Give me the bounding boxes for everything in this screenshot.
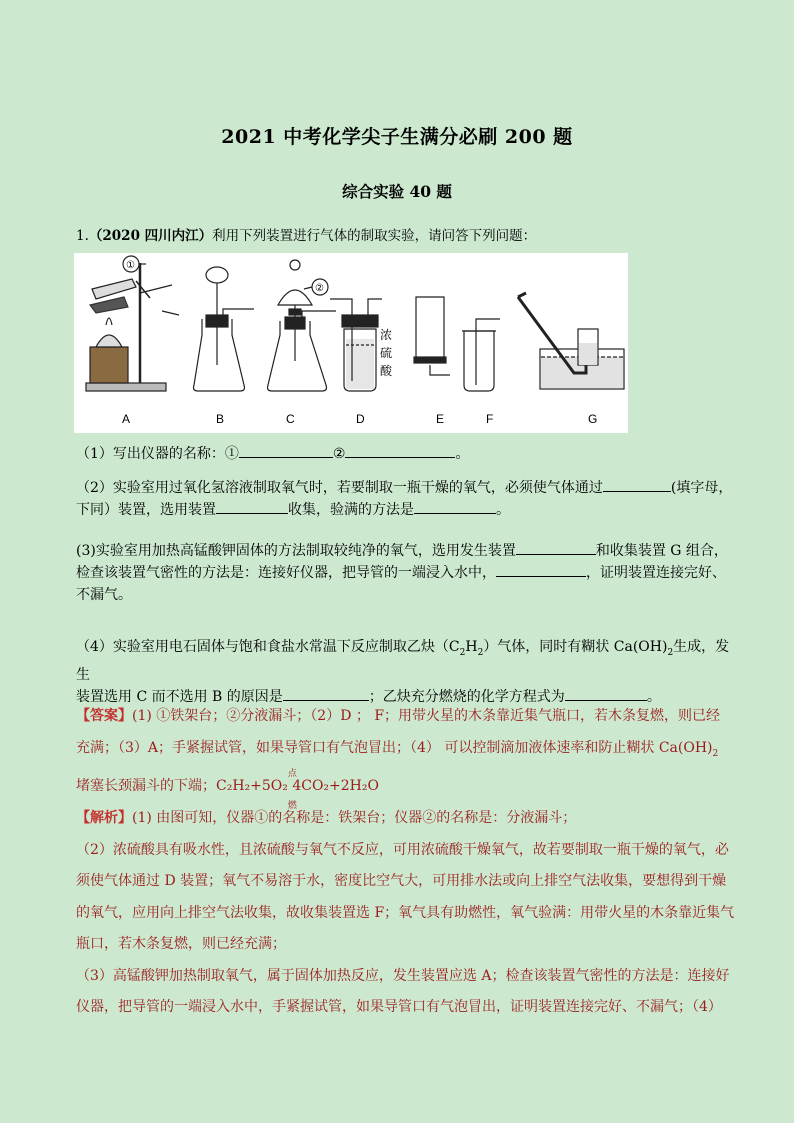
label-g: G: [588, 412, 598, 426]
question-source: （2020 四川内江）: [88, 228, 213, 244]
answer-blank[interactable]: [216, 499, 288, 514]
analysis-tag: 【解析】: [76, 810, 132, 826]
apparatus-e: [414, 297, 450, 375]
reaction-condition: 点燃: [287, 768, 297, 811]
label-d: D: [356, 412, 365, 426]
answer-blank[interactable]: [414, 499, 496, 514]
analysis-block: 【解析】(1) 由图可知，仪器①的名称是：铁架台；仪器②的名称是：分液漏斗； （2）浓硫酸具有吸水性，且浓硫酸与氧气不反应，可用浓硫酸干燥氧气，故若要制取一瓶干燥的氧气，必 须使气体通过 D 装置；氧气不易溶于水，密度比空气大，可用排水法或向上排空气法收集，要想得到干燥 的氧气，应用向上排空气法收集，故收集装置选 F；氧气具有助燃性，氧气验满：用带火星的木条靠近集气 瓶口，若木条复燃，则已经充满； （3）高锰酸钾加热制取氧气，属于固体加热反应，发生装置应选 A；检查该装置气密性的方法是：连接好 仪器，把导管的一端浸入水中，手紧握试管，如果导管口有气泡冒出，证明装置连接完好、不漏气；（4）: [76, 810, 735, 1015]
answer-blank[interactable]: [603, 477, 671, 492]
label-a: A: [122, 412, 131, 426]
page-title: 2021 中考化学尖子生满分必刷 200 题: [221, 126, 573, 148]
answer-blank[interactable]: [496, 562, 586, 577]
answer-blank[interactable]: [345, 443, 455, 458]
circle-label-2: ②: [315, 283, 324, 294]
answer-blank[interactable]: [283, 686, 369, 701]
part-1: （1）写出仪器的名称：① ② 。: [76, 443, 736, 465]
question-stem: [76, 224, 536, 244]
question-number: 1.: [76, 228, 89, 244]
answer-blank[interactable]: [239, 443, 333, 458]
question-text: 利用下列装置进行气体的制取实验，请问答下列问题：: [212, 228, 537, 244]
acid-label-2: 硫: [380, 346, 393, 360]
label-c: C: [286, 412, 295, 426]
apparatus-d: [330, 299, 393, 391]
label-f: F: [486, 412, 494, 426]
acid-label-3: 酸: [380, 364, 393, 378]
answer-tag: 【答案】: [76, 708, 132, 724]
circle-label-1: ①: [126, 260, 135, 271]
answer-blank[interactable]: [565, 686, 647, 701]
acid-label-1: 浓: [380, 328, 393, 342]
part-2: （2）实验室用过氧化氢溶液制取氧气时，若要制取一瓶干燥的氧气，必须使气体通过 (填字母， 下同）装置，选用装置 收集，验满的方法是 。: [76, 477, 736, 521]
apparatus-figure: [74, 253, 628, 433]
label-e: E: [436, 412, 445, 426]
apparatus-g: [518, 293, 624, 389]
answer-block: 【答案】(1) ①铁架台；②分液漏斗；（2）D ； F；用带火星的木条靠近集气瓶口，若木条复燃，则已经 充满；（3）A；手紧握试管，如果导管口有气泡冒出；（4） 可以控制滴加液体速率和防止糊状 $Ca(OH)_2$ 堵塞长颈漏斗的下端；C₂H₂+5O₂ 点燃 4CO₂+2H₂O: [76, 700, 736, 802]
apparatus-f: [462, 319, 500, 391]
apparatus-c: [268, 260, 337, 391]
part-3: (3)实验室用加热高锰酸钾固体的方法制取较纯净的氧气，选用发生装置 和收集装置 G 组合， 检查该装置气密性的方法是：连接好仪器，把导管的一端浸入水中， ，证明装置连接完好、 不漏气。: [76, 540, 736, 606]
section-subtitle: 综合实验 40 题: [342, 182, 452, 201]
part-4: （4）实验室用电石固体与饱和食盐水常温下反应制取乙炔$(C_2H_2)$气体，同时有糊状 $Ca(OH)_2$生成，发生 装置选用 C 而不选用 B 的原因是 ；乙炔充分燃烧的化学方程式为 。: [76, 639, 730, 705]
apparatus-b: [194, 267, 255, 391]
apparatus-a: [86, 256, 179, 391]
answer-blank[interactable]: [516, 540, 596, 555]
label-b: B: [216, 412, 225, 426]
